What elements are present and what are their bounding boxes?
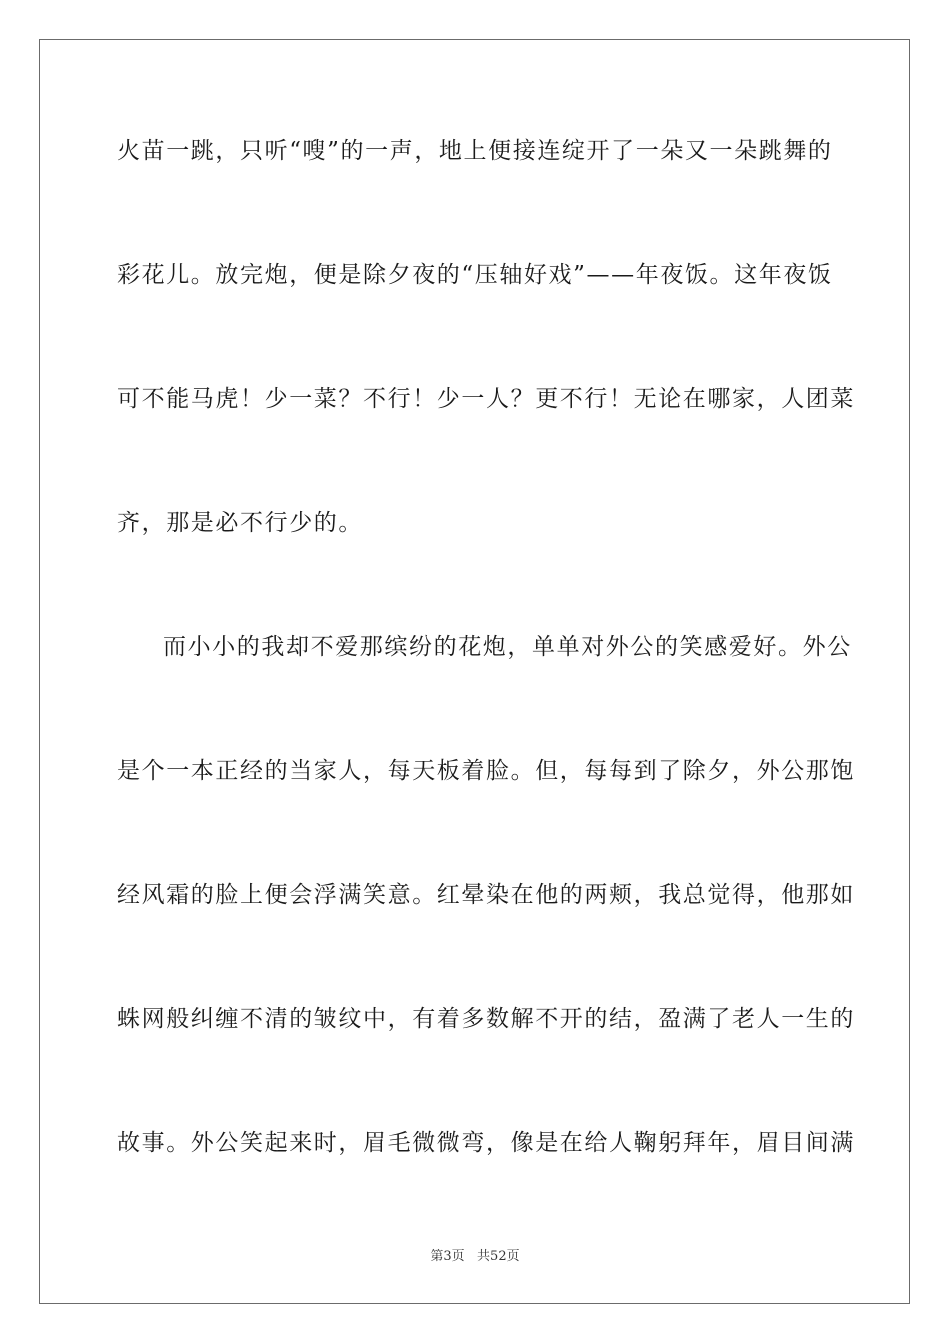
text-line: 经风霜的脸上便会浮满笑意。红晕染在他的两颊，我总觉得，他那如 (117, 882, 855, 908)
text-line: 彩花儿。放完炮，便是除夕夜的“压轴好戏”——年夜饭。这年夜饭 (117, 262, 833, 288)
text-line: 故事。外公笑起来时，眉毛微微弯，像是在给人鞠躬拜年，眉目间满 (117, 1130, 855, 1156)
text-line: 可不能马虎！少一菜？不行！少一人？更不行！无论在哪家，人团菜 (117, 386, 855, 412)
text-line: 齐，那是必不行少的。 (117, 510, 363, 536)
page-footer: 第3页 共52页 (430, 1249, 520, 1264)
text-line: 蛛网般纠缠不清的皱纹中，有着多数解不开的结，盈满了老人一生的 (117, 1006, 855, 1032)
document-body (117, 128, 855, 1244)
paragraph-start-line: 而小小的我却不爱那缤纷的花炮，单单对外公的笑感爱好。外公 (163, 634, 852, 660)
text-line: 是个一本正经的当家人，每天板着脸。但，每每到了除夕，外公那饱 (117, 758, 855, 784)
text-line: 火苗一跳，只听“嗖”的一声，地上便接连绽开了一朵又一朵跳舞的 (117, 138, 833, 164)
